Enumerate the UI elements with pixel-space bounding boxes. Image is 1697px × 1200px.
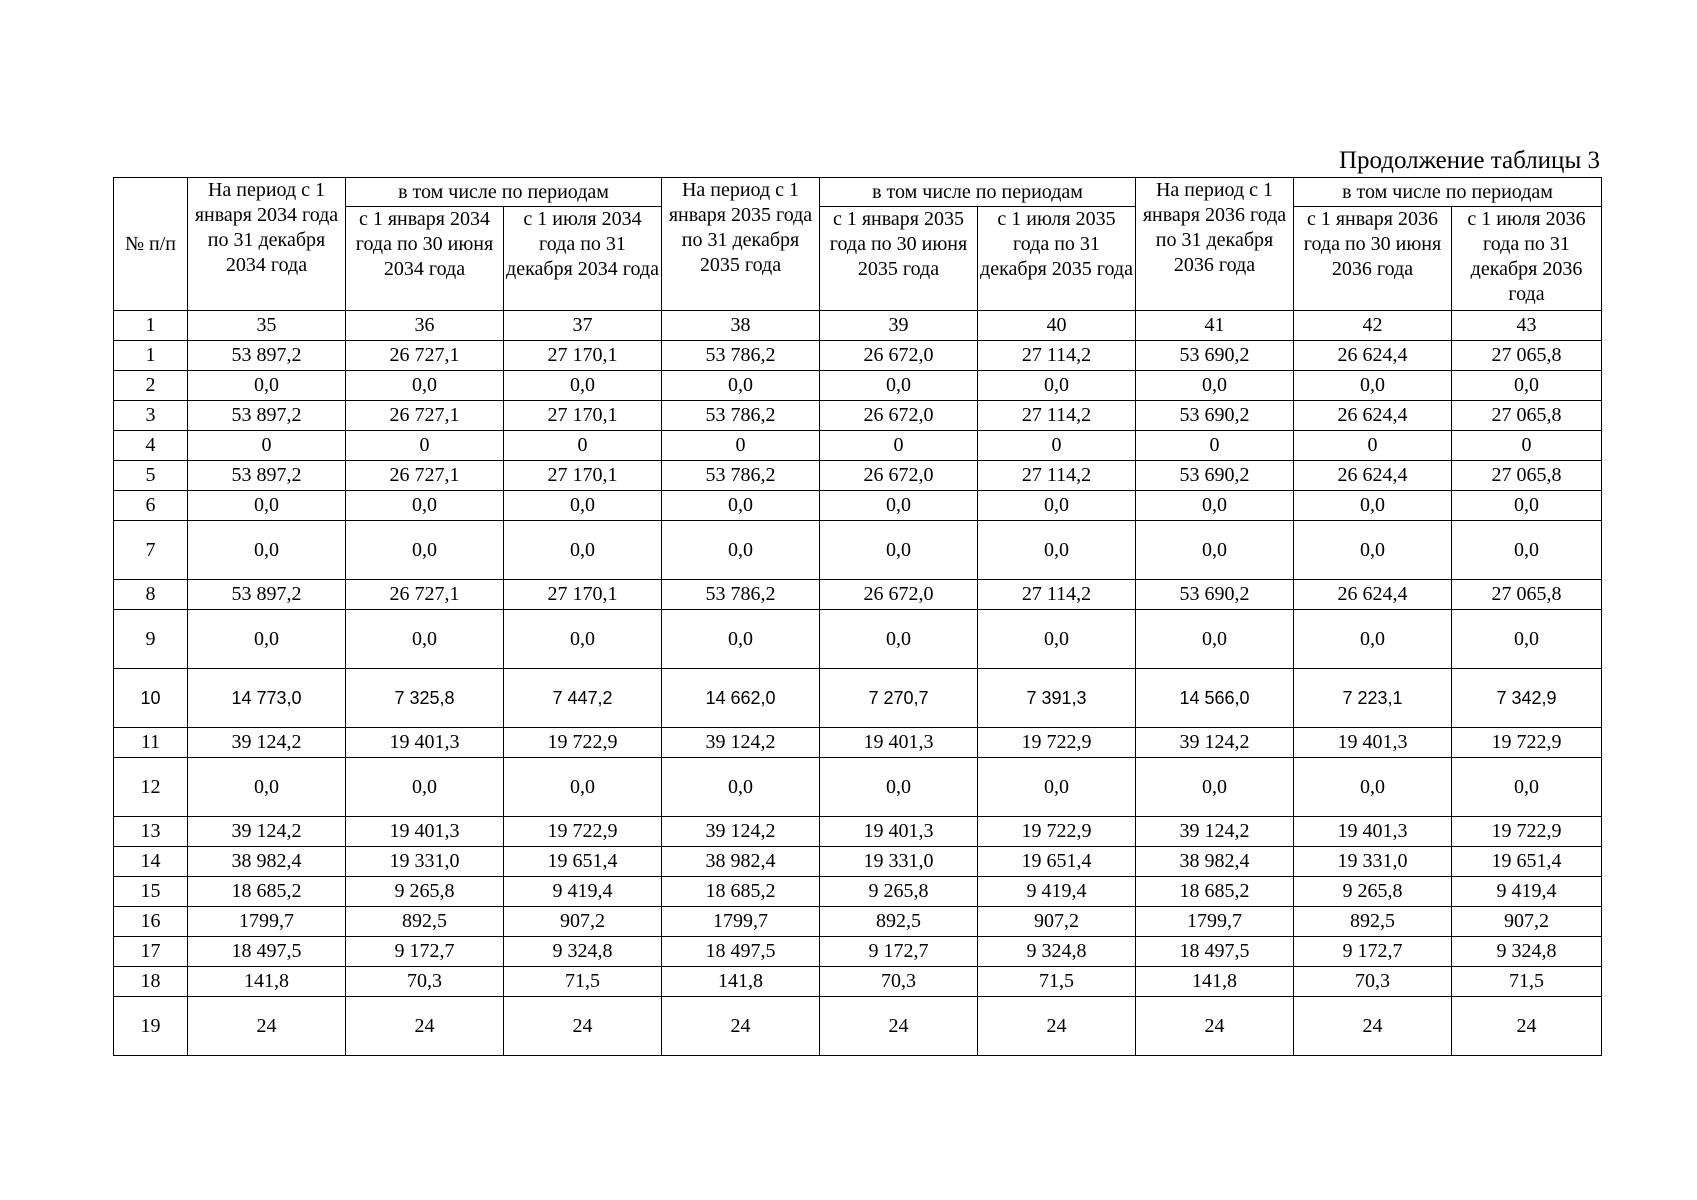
value-cell: 19 401,3 xyxy=(1294,728,1452,758)
value-cell: 19 722,9 xyxy=(504,728,662,758)
value-cell: 1799,7 xyxy=(1136,907,1294,937)
value-cell: 9 324,8 xyxy=(504,937,662,967)
row-number-cell: 15 xyxy=(114,877,188,907)
value-cell: 53 786,2 xyxy=(662,461,820,491)
value-cell: 0,0 xyxy=(504,758,662,817)
value-cell: 27 065,8 xyxy=(1452,401,1602,431)
value-cell: 0 xyxy=(1294,431,1452,461)
value-cell: 19 401,3 xyxy=(820,817,978,847)
table-row xyxy=(114,580,1602,610)
value-cell: 71,5 xyxy=(504,967,662,997)
value-cell: 26 672,0 xyxy=(820,461,978,491)
value-cell: 27 114,2 xyxy=(978,580,1136,610)
row-number-cell: 19 xyxy=(114,997,188,1056)
value-cell: 24 xyxy=(1136,997,1294,1056)
value-cell: 26 624,4 xyxy=(1294,401,1452,431)
value-cell: 9 172,7 xyxy=(346,937,504,967)
value-cell: 0,0 xyxy=(346,610,504,669)
row-number-cell: 2 xyxy=(114,371,188,401)
value-cell: 9 419,4 xyxy=(978,877,1136,907)
value-cell: 39 124,2 xyxy=(188,817,346,847)
value-cell: 26 727,1 xyxy=(346,580,504,610)
value-cell: 0,0 xyxy=(188,371,346,401)
header-second-half-2036: с 1 июля 2036 года по 31 декабря 2036 года xyxy=(1452,207,1602,311)
value-cell: 0,0 xyxy=(1452,610,1602,669)
value-cell: 0,0 xyxy=(504,371,662,401)
value-cell: 27 065,8 xyxy=(1452,461,1602,491)
value-cell: 19 331,0 xyxy=(820,847,978,877)
value-cell: 27 114,2 xyxy=(978,341,1136,371)
value-cell: 27 114,2 xyxy=(978,461,1136,491)
value-cell: 26 624,4 xyxy=(1294,580,1452,610)
value-cell: 27 170,1 xyxy=(504,461,662,491)
row-number-cell: 10 xyxy=(114,669,188,728)
value-cell: 27 170,1 xyxy=(504,580,662,610)
value-cell: 1799,7 xyxy=(188,907,346,937)
header-subgroup-2036: в том числе по периодам xyxy=(1294,178,1602,207)
column-number: 38 xyxy=(662,311,820,341)
row-number-cell: 8 xyxy=(114,580,188,610)
value-cell: 907,2 xyxy=(504,907,662,937)
value-cell: 18 685,2 xyxy=(188,877,346,907)
value-cell: 9 419,4 xyxy=(1452,877,1602,907)
table-body xyxy=(114,178,1602,1056)
data-table xyxy=(113,177,1602,1056)
value-cell: 53 690,2 xyxy=(1136,401,1294,431)
value-cell: 0 xyxy=(662,431,820,461)
value-cell: 24 xyxy=(978,997,1136,1056)
header-first-half-2034: с 1 января 2034 года по 30 июня 2034 года xyxy=(346,207,504,311)
value-cell: 27 170,1 xyxy=(504,341,662,371)
value-cell: 907,2 xyxy=(1452,907,1602,937)
value-cell: 7 391,3 xyxy=(978,669,1136,728)
table-row xyxy=(114,341,1602,371)
header-first-half-2036: с 1 января 2036 года по 30 июня 2036 года xyxy=(1294,207,1452,311)
table-row xyxy=(114,937,1602,967)
table-row xyxy=(114,997,1602,1056)
column-numbers-row xyxy=(114,311,1602,341)
value-cell: 53 786,2 xyxy=(662,341,820,371)
value-cell: 19 331,0 xyxy=(346,847,504,877)
value-cell: 892,5 xyxy=(346,907,504,937)
value-cell: 71,5 xyxy=(978,967,1136,997)
value-cell: 0,0 xyxy=(1294,521,1452,580)
value-cell: 0,0 xyxy=(1136,758,1294,817)
value-cell: 0,0 xyxy=(1136,491,1294,521)
value-cell: 0,0 xyxy=(1452,491,1602,521)
value-cell: 24 xyxy=(1294,997,1452,1056)
value-cell: 19 722,9 xyxy=(1452,817,1602,847)
value-cell: 7 447,2 xyxy=(504,669,662,728)
value-cell: 26 727,1 xyxy=(346,401,504,431)
value-cell: 0,0 xyxy=(820,491,978,521)
value-cell: 71,5 xyxy=(1452,967,1602,997)
value-cell: 0,0 xyxy=(978,610,1136,669)
table-row xyxy=(114,877,1602,907)
header-subgroup-2035: в том числе по периодам xyxy=(820,178,1136,207)
header-second-half-2035: с 1 июля 2035 года по 31 декабря 2035 года xyxy=(978,207,1136,311)
value-cell: 18 497,5 xyxy=(188,937,346,967)
value-cell: 0,0 xyxy=(820,758,978,817)
value-cell: 9 324,8 xyxy=(978,937,1136,967)
value-cell: 0,0 xyxy=(188,610,346,669)
value-cell: 0 xyxy=(820,431,978,461)
value-cell: 38 982,4 xyxy=(188,847,346,877)
value-cell: 26 624,4 xyxy=(1294,461,1452,491)
value-cell: 26 672,0 xyxy=(820,580,978,610)
value-cell: 0,0 xyxy=(188,521,346,580)
value-cell: 19 401,3 xyxy=(346,817,504,847)
value-cell: 0,0 xyxy=(1452,758,1602,817)
column-number: 37 xyxy=(504,311,662,341)
value-cell: 1799,7 xyxy=(662,907,820,937)
value-cell: 27 114,2 xyxy=(978,401,1136,431)
column-number: 42 xyxy=(1294,311,1452,341)
value-cell: 0,0 xyxy=(1136,521,1294,580)
table-row xyxy=(114,371,1602,401)
header-total-2036: На период с 1 января 2036 года по 31 декабря 2036 года xyxy=(1136,178,1294,311)
value-cell: 24 xyxy=(662,997,820,1056)
value-cell: 19 401,3 xyxy=(820,728,978,758)
value-cell: 26 672,0 xyxy=(820,401,978,431)
value-cell: 141,8 xyxy=(188,967,346,997)
row-number-cell: 7 xyxy=(114,521,188,580)
value-cell: 18 497,5 xyxy=(662,937,820,967)
table-row xyxy=(114,817,1602,847)
value-cell: 0,0 xyxy=(504,491,662,521)
header-second-half-2034: с 1 июля 2034 года по 31 декабря 2034 года xyxy=(504,207,662,311)
value-cell: 0,0 xyxy=(978,521,1136,580)
header-subgroup-2034: в том числе по периодам xyxy=(346,178,662,207)
header-total-2034: На период с 1 января 2034 года по 31 декабря 2034 года xyxy=(188,178,346,311)
value-cell: 0,0 xyxy=(1136,371,1294,401)
value-cell: 70,3 xyxy=(346,967,504,997)
value-cell: 19 651,4 xyxy=(504,847,662,877)
value-cell: 9 172,7 xyxy=(820,937,978,967)
value-cell: 39 124,2 xyxy=(188,728,346,758)
value-cell: 0,0 xyxy=(820,610,978,669)
value-cell: 70,3 xyxy=(1294,967,1452,997)
value-cell: 0,0 xyxy=(188,491,346,521)
table-row xyxy=(114,491,1602,521)
value-cell: 0,0 xyxy=(662,491,820,521)
value-cell: 0,0 xyxy=(504,610,662,669)
row-number-cell: 4 xyxy=(114,431,188,461)
row-number-cell: 6 xyxy=(114,491,188,521)
value-cell: 24 xyxy=(346,997,504,1056)
table-row xyxy=(114,669,1602,728)
value-cell: 0,0 xyxy=(662,758,820,817)
value-cell: 7 270,7 xyxy=(820,669,978,728)
value-cell: 7 223,1 xyxy=(1294,669,1452,728)
value-cell: 19 401,3 xyxy=(1294,817,1452,847)
value-cell: 0,0 xyxy=(346,521,504,580)
value-cell: 141,8 xyxy=(1136,967,1294,997)
value-cell: 9 265,8 xyxy=(1294,877,1452,907)
value-cell: 9 324,8 xyxy=(1452,937,1602,967)
row-number-cell: 13 xyxy=(114,817,188,847)
value-cell: 24 xyxy=(820,997,978,1056)
value-cell: 19 722,9 xyxy=(978,817,1136,847)
value-cell: 0,0 xyxy=(978,491,1136,521)
value-cell: 39 124,2 xyxy=(1136,817,1294,847)
table-row xyxy=(114,847,1602,877)
column-number: 35 xyxy=(188,311,346,341)
value-cell: 19 722,9 xyxy=(978,728,1136,758)
column-number: 41 xyxy=(1136,311,1294,341)
row-number-cell: 14 xyxy=(114,847,188,877)
value-cell: 53 897,2 xyxy=(188,461,346,491)
value-cell: 0,0 xyxy=(1294,371,1452,401)
value-cell: 0,0 xyxy=(662,521,820,580)
table-row xyxy=(114,728,1602,758)
value-cell: 19 722,9 xyxy=(1452,728,1602,758)
value-cell: 53 897,2 xyxy=(188,341,346,371)
value-cell: 19 401,3 xyxy=(346,728,504,758)
value-cell: 0,0 xyxy=(346,491,504,521)
value-cell: 26 624,4 xyxy=(1294,341,1452,371)
value-cell: 18 685,2 xyxy=(662,877,820,907)
value-cell: 0,0 xyxy=(346,371,504,401)
value-cell: 0,0 xyxy=(346,758,504,817)
value-cell: 0,0 xyxy=(978,371,1136,401)
value-cell: 27 170,1 xyxy=(504,401,662,431)
value-cell: 892,5 xyxy=(820,907,978,937)
value-cell: 0 xyxy=(504,431,662,461)
value-cell: 9 265,8 xyxy=(820,877,978,907)
value-cell: 7 325,8 xyxy=(346,669,504,728)
value-cell: 70,3 xyxy=(820,967,978,997)
value-cell: 0,0 xyxy=(1294,758,1452,817)
value-cell: 39 124,2 xyxy=(1136,728,1294,758)
value-cell: 0,0 xyxy=(1294,491,1452,521)
value-cell: 53 897,2 xyxy=(188,401,346,431)
value-cell: 24 xyxy=(188,997,346,1056)
row-number-cell: 3 xyxy=(114,401,188,431)
value-cell: 19 331,0 xyxy=(1294,847,1452,877)
value-cell: 53 690,2 xyxy=(1136,580,1294,610)
value-cell: 141,8 xyxy=(662,967,820,997)
value-cell: 38 982,4 xyxy=(662,847,820,877)
value-cell: 24 xyxy=(504,997,662,1056)
column-number: 1 xyxy=(114,311,188,341)
value-cell: 26 672,0 xyxy=(820,341,978,371)
column-number: 43 xyxy=(1452,311,1602,341)
value-cell: 39 124,2 xyxy=(662,728,820,758)
value-cell: 0,0 xyxy=(504,521,662,580)
table-row xyxy=(114,610,1602,669)
row-number-cell: 12 xyxy=(114,758,188,817)
value-cell: 0 xyxy=(1452,431,1602,461)
value-cell: 0,0 xyxy=(1452,521,1602,580)
table-caption: Продолжение таблицы 3 xyxy=(1338,147,1600,174)
table-row xyxy=(114,431,1602,461)
value-cell: 38 982,4 xyxy=(1136,847,1294,877)
value-cell: 0 xyxy=(346,431,504,461)
row-number-cell: 5 xyxy=(114,461,188,491)
value-cell: 0 xyxy=(1136,431,1294,461)
table-row xyxy=(114,521,1602,580)
value-cell: 7 342,9 xyxy=(1452,669,1602,728)
value-cell: 14 773,0 xyxy=(188,669,346,728)
value-cell: 0,0 xyxy=(662,610,820,669)
value-cell: 0,0 xyxy=(662,371,820,401)
table-row xyxy=(114,967,1602,997)
value-cell: 9 419,4 xyxy=(504,877,662,907)
value-cell: 26 727,1 xyxy=(346,461,504,491)
row-number-cell: 1 xyxy=(114,341,188,371)
value-cell: 0,0 xyxy=(978,758,1136,817)
value-cell: 0,0 xyxy=(820,371,978,401)
value-cell: 0,0 xyxy=(1452,371,1602,401)
value-cell: 27 065,8 xyxy=(1452,341,1602,371)
value-cell: 27 065,8 xyxy=(1452,580,1602,610)
value-cell: 0 xyxy=(978,431,1136,461)
value-cell: 907,2 xyxy=(978,907,1136,937)
row-number-cell: 11 xyxy=(114,728,188,758)
column-number: 39 xyxy=(820,311,978,341)
value-cell: 19 651,4 xyxy=(978,847,1136,877)
value-cell: 9 172,7 xyxy=(1294,937,1452,967)
value-cell: 19 651,4 xyxy=(1452,847,1602,877)
value-cell: 53 786,2 xyxy=(662,401,820,431)
row-number-cell: 9 xyxy=(114,610,188,669)
row-number-cell: 16 xyxy=(114,907,188,937)
value-cell: 9 265,8 xyxy=(346,877,504,907)
value-cell: 0,0 xyxy=(1136,610,1294,669)
value-cell: 26 727,1 xyxy=(346,341,504,371)
table-row xyxy=(114,401,1602,431)
header-first-half-2035: с 1 января 2035 года по 30 июня 2035 года xyxy=(820,207,978,311)
header-row-number: № п/п xyxy=(114,178,188,311)
table-row xyxy=(114,907,1602,937)
value-cell: 14 566,0 xyxy=(1136,669,1294,728)
value-cell: 53 690,2 xyxy=(1136,341,1294,371)
value-cell: 0,0 xyxy=(820,521,978,580)
header-total-2035: На период с 1 января 2035 года по 31 декабря 2035 года xyxy=(662,178,820,311)
row-number-cell: 17 xyxy=(114,937,188,967)
column-number: 40 xyxy=(978,311,1136,341)
value-cell: 53 690,2 xyxy=(1136,461,1294,491)
value-cell: 53 897,2 xyxy=(188,580,346,610)
header-row-1 xyxy=(114,178,1602,207)
value-cell: 14 662,0 xyxy=(662,669,820,728)
value-cell: 19 722,9 xyxy=(504,817,662,847)
column-number: 36 xyxy=(346,311,504,341)
value-cell: 39 124,2 xyxy=(662,817,820,847)
value-cell: 0,0 xyxy=(188,758,346,817)
value-cell: 892,5 xyxy=(1294,907,1452,937)
value-cell: 18 497,5 xyxy=(1136,937,1294,967)
table-row xyxy=(114,461,1602,491)
value-cell: 0,0 xyxy=(1294,610,1452,669)
value-cell: 24 xyxy=(1452,997,1602,1056)
value-cell: 0 xyxy=(188,431,346,461)
value-cell: 18 685,2 xyxy=(1136,877,1294,907)
table-row xyxy=(114,758,1602,817)
value-cell: 53 786,2 xyxy=(662,580,820,610)
row-number-cell: 18 xyxy=(114,967,188,997)
